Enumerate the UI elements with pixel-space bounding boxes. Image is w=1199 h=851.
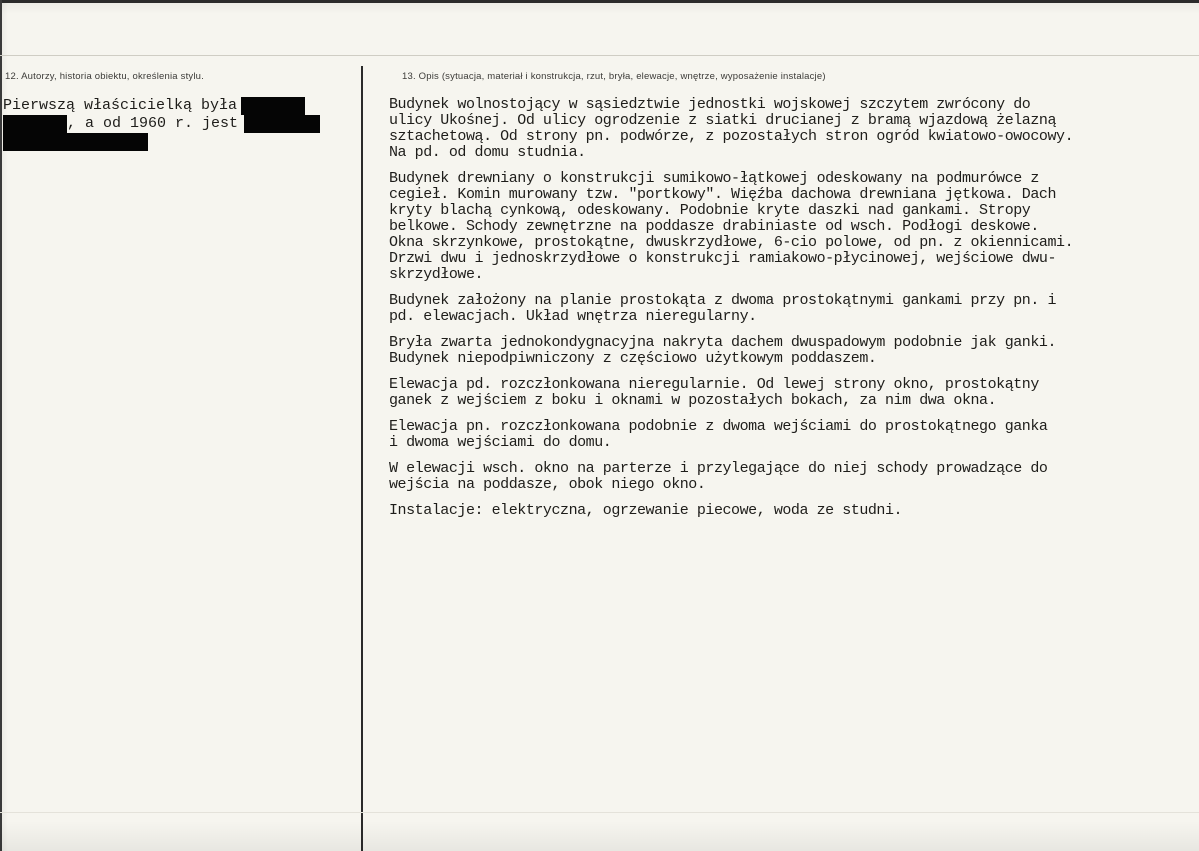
section-12-content [3, 97, 320, 151]
paragraph-line: ganek z wejściem z boku i oknami w pozostałych bokach, za nim dwa okna. [389, 392, 997, 409]
paragraph-line: Drzwi dwu i jednoskrzydłowe o konstrukcji ramiakowo-płycinowej, wejściowe dwu- [389, 250, 1057, 267]
owner-text-1: Pierwszą właścicielką była [3, 97, 238, 114]
description-paragraph [389, 293, 1197, 325]
history-line-3 [3, 133, 320, 151]
paragraph-line: Budynek wolnostojący w sąsiedztwie jednostki wojskowej szczytem zwrócony do [389, 96, 1031, 113]
description-paragraph [389, 171, 1197, 283]
description-paragraph [389, 97, 1197, 161]
paragraph-line: belkowe. Schody zewnętrzne na poddasze drabiniaste od wsch. Podłogi deskowe. [389, 218, 1039, 235]
header-rule [0, 55, 1199, 56]
redaction-block [244, 115, 320, 133]
paragraph-line: Budynek założony na planie prostokąta z dwoma prostokątnymi gankami przy pn. i [389, 292, 1057, 309]
paragraph-line: i dwoma wejściami do domu. [389, 434, 612, 451]
paragraph-line: Elewacja pd. rozczłonkowana nieregularnie. Od lewej strony okno, prostokątny [389, 376, 1039, 393]
paragraph-line: Budynek drewniany o konstrukcji sumikowo-łątkowej odeskowany na podmurówce z [389, 170, 1039, 187]
scan-left-edge [0, 0, 2, 851]
paragraph-line: wejścia na poddasze, obok niego okno. [389, 476, 706, 493]
paragraph-line: Elewacja pn. rozczłonkowana podobnie z dwoma wejściami do prostokątnego ganka [389, 418, 1048, 435]
description-paragraph [389, 419, 1197, 451]
section-13-label: 13. Opis (sytuacja, materiał i konstrukcja, rzut, bryła, elewacje, wnętrze, wyposażenie instalacje) [402, 71, 826, 82]
paragraph-line: Instalacje: elektryczna, ogrzewanie piecowe, woda ze studni. [389, 502, 903, 519]
description-paragraph [389, 335, 1197, 367]
redaction-block [241, 97, 305, 115]
paragraph-line: W elewacji wsch. okno na parterze i przylegające do niej schody prowadzące do [389, 460, 1048, 477]
description-paragraph [389, 377, 1197, 409]
history-line-1 [3, 97, 320, 115]
paragraph-line: pd. elewacjach. Układ wnętrza nieregularny. [389, 308, 757, 325]
paragraph-line: kryty blachą cynkową, odeskowany. Podobnie kryte daszki nad gankami. Stropy [389, 202, 1031, 219]
paragraph-line: Okna skrzynkowe, prostokątne, dwuskrzydłowe, 6-cio polowe, od pn. z okiennicami. [389, 234, 1074, 251]
paragraph-line: Na pd. od domu studnia. [389, 144, 586, 161]
redaction-block [3, 115, 67, 133]
paragraph-line: ulicy Ukośnej. Od ulicy ogrodzenie z siatki drucianej z bramą wjazdową żelazną [389, 112, 1057, 129]
section-12-label: 12. Autorzy, historia obiektu, określenia stylu. [5, 71, 204, 82]
description-paragraph [389, 503, 1197, 519]
history-line-2 [3, 115, 320, 133]
scan-bottom-shadow [0, 821, 1199, 851]
section-13-content [389, 97, 1197, 529]
paragraph-line: Bryła zwarta jednokondygnacyjna nakryta dachem dwuspadowym podobnie jak ganki. [389, 334, 1057, 351]
paragraph-line: Budynek niepodpiwniczony z częściowo użytkowym poddaszem. [389, 350, 877, 367]
paragraph-line: cegieł. Komin murowany tzw. "portkowy". Więźba dachowa drewniana jętkowa. Dach [389, 186, 1057, 203]
paragraph-line: sztachetową. Od strony pn. podwórze, z pozostałych stron ogród kwiatowo-owocowy. [389, 128, 1074, 145]
bottom-rule [0, 812, 1199, 813]
owner-text-2: , a od 1960 r. jest [67, 115, 239, 132]
redaction-block [3, 133, 148, 151]
scan-top-edge [0, 0, 1199, 3]
description-paragraph [389, 461, 1197, 493]
paragraph-line: skrzydłowe. [389, 266, 484, 283]
column-divider [361, 66, 363, 851]
